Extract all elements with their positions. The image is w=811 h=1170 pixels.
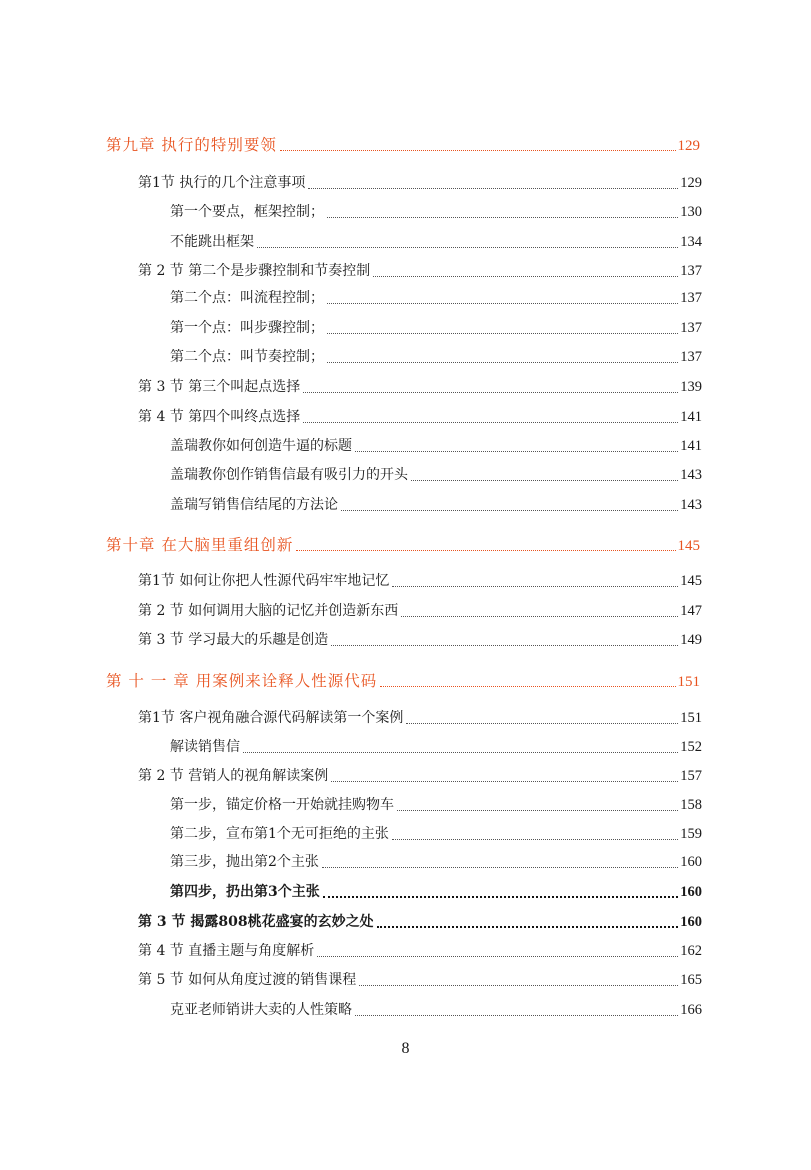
toc-section: [138, 764, 702, 788]
toc-section: [138, 910, 702, 934]
toc-page-ref: 129: [680, 175, 702, 191]
toc-page-ref: 137: [680, 290, 702, 306]
toc-title: 第 4 节 第四个叫终点选择: [138, 409, 301, 425]
toc-page-ref: 151: [677, 674, 700, 690]
dot-leader: [373, 275, 678, 277]
toc-title: 第四步，扔出第3个主张: [170, 884, 320, 900]
dot-leader: [355, 1014, 678, 1016]
toc-title: 不能跳出框架: [170, 234, 254, 250]
toc-subsection: [170, 493, 702, 517]
toc-page-ref: 137: [680, 320, 702, 336]
toc-page-ref: 160: [680, 914, 702, 930]
dot-leader: [380, 685, 675, 687]
toc-title: 第 2 节 第二个是步骤控制和节奏控制: [138, 263, 371, 279]
toc-page-ref: 166: [680, 1002, 702, 1018]
toc-title: 克亚老师销讲大卖的人性策略: [170, 1002, 352, 1018]
toc-section: [138, 968, 702, 992]
dot-leader: [303, 391, 678, 393]
toc-page-ref: 145: [680, 573, 702, 589]
toc-title: 第 3 节 学习最大的乐趣是创造: [138, 632, 329, 648]
dot-leader: [331, 780, 678, 782]
toc-page-ref: 149: [680, 632, 702, 648]
dot-leader: [317, 955, 678, 957]
toc-title: 第1节 客户视角融合源代码解读第一个案例: [138, 710, 404, 726]
toc-section: [138, 599, 702, 623]
dot-leader: [355, 450, 678, 452]
toc-page-ref: 165: [680, 972, 702, 988]
toc-page-ref: 157: [680, 768, 702, 784]
toc-title: 第 3 节 揭露808桃花盛宴的玄妙之处: [138, 914, 374, 930]
toc-section: [138, 628, 702, 652]
dot-leader: [327, 302, 678, 304]
toc-chapter-9: [106, 133, 700, 157]
dot-leader: [327, 361, 678, 363]
toc-subsection: [170, 850, 702, 874]
toc-chapter-10: [106, 533, 700, 557]
toc-section: [138, 939, 702, 963]
toc-subsection: [170, 316, 702, 340]
toc-page-ref: 143: [680, 497, 702, 513]
toc-page-ref: 141: [680, 438, 702, 454]
toc-subsection: [170, 822, 702, 846]
toc-title: 盖瑞教你如何创造牛逼的标题: [170, 438, 352, 454]
toc-subsection: [170, 735, 702, 759]
toc-section: [138, 405, 702, 429]
dot-leader: [341, 509, 678, 511]
toc-page-ref: 152: [680, 739, 702, 755]
toc-page-ref: 137: [680, 263, 702, 279]
toc-section: [138, 375, 702, 399]
toc-title: 第1节 如何让你把人性源代码牢牢地记忆: [138, 573, 390, 589]
toc-title: 解读销售信: [170, 739, 240, 755]
dot-leader: [327, 216, 678, 218]
toc-page-ref: 141: [680, 409, 702, 425]
toc-title: 第 2 节 如何调用大脑的记忆并创造新东西: [138, 603, 399, 619]
toc-title: 第十章 在大脑里重组创新: [106, 536, 294, 554]
dot-leader: [392, 838, 678, 840]
toc-section: [138, 706, 702, 730]
toc-title: 第 十 一 章 用案例来诠释人性源代码: [106, 672, 378, 690]
toc-subsection: [170, 230, 702, 254]
toc-title: 第 4 节 直播主题与角度解析: [138, 943, 315, 959]
dot-leader: [323, 895, 679, 898]
toc-subsection: [170, 286, 702, 310]
toc-title: 第 3 节 第三个叫起点选择: [138, 379, 301, 395]
toc-title: 第三步，抛出第2个主张: [170, 854, 319, 870]
toc-page-ref: 129: [677, 138, 700, 154]
dot-leader: [303, 421, 678, 423]
dot-leader: [377, 925, 679, 928]
dot-leader: [397, 809, 678, 811]
toc-section: [138, 569, 702, 593]
dot-leader: [359, 984, 678, 986]
toc-subsection: [170, 200, 702, 224]
toc-title: 第1节 执行的几个注意事项: [138, 175, 306, 191]
toc-subsection: [170, 434, 702, 458]
toc-page-ref: 160: [680, 884, 702, 900]
toc-page-ref: 147: [680, 603, 702, 619]
toc-title: 第一个点：叫步骤控制；: [170, 320, 324, 336]
toc-title: 第一个要点，框架控制；: [170, 204, 324, 220]
toc-title: 第 5 节 如何从角度过渡的销售课程: [138, 972, 357, 988]
dot-leader: [308, 187, 678, 189]
dot-leader: [401, 615, 678, 617]
dot-leader: [327, 332, 678, 334]
toc-title: 第 2 节 营销人的视角解读案例: [138, 768, 329, 784]
toc-subsection: [170, 880, 702, 904]
toc-subsection: [170, 463, 702, 487]
toc-page-ref: 139: [680, 379, 702, 395]
toc-page-ref: 151: [680, 710, 702, 726]
toc-section: [138, 259, 702, 283]
dot-leader: [243, 751, 678, 753]
toc-page-ref: 134: [680, 234, 702, 250]
toc-page-ref: 143: [680, 467, 702, 483]
toc-title: 第二个点：叫流程控制；: [170, 290, 324, 306]
dot-leader: [392, 585, 678, 587]
toc-chapter-11: [106, 669, 700, 693]
toc-page-ref: 162: [680, 943, 702, 959]
dot-leader: [406, 722, 678, 724]
toc-subsection: [170, 998, 702, 1022]
toc-title: 盖瑞写销售信结尾的方法论: [170, 497, 338, 513]
toc-subsection: [170, 345, 702, 369]
toc-page-ref: 160: [680, 854, 702, 870]
dot-leader: [280, 149, 676, 151]
toc-title: 盖瑞教你创作销售信最有吸引力的开头: [170, 467, 408, 483]
toc-title: 第一步，锚定价格一开始就挂购物车: [170, 797, 394, 813]
toc-page-ref: 158: [680, 797, 702, 813]
toc-title: 第二步，宣布第1个无可拒绝的主张: [170, 826, 389, 842]
dot-leader: [322, 866, 678, 868]
toc-subsection: [170, 793, 702, 817]
dot-leader: [331, 644, 678, 646]
toc-page-ref: 130: [680, 204, 702, 220]
dot-leader: [296, 549, 675, 551]
dot-leader: [257, 246, 678, 248]
toc-page-ref: 145: [677, 538, 700, 554]
toc-section: [138, 171, 702, 195]
toc-page-ref: 137: [680, 349, 702, 365]
page-number: 8: [401, 1040, 410, 1057]
toc-title: 第九章 执行的特别要领: [106, 136, 277, 154]
toc-title: 第二个点：叫节奏控制；: [170, 349, 324, 365]
dot-leader: [411, 479, 678, 481]
toc-page-ref: 159: [680, 826, 702, 842]
